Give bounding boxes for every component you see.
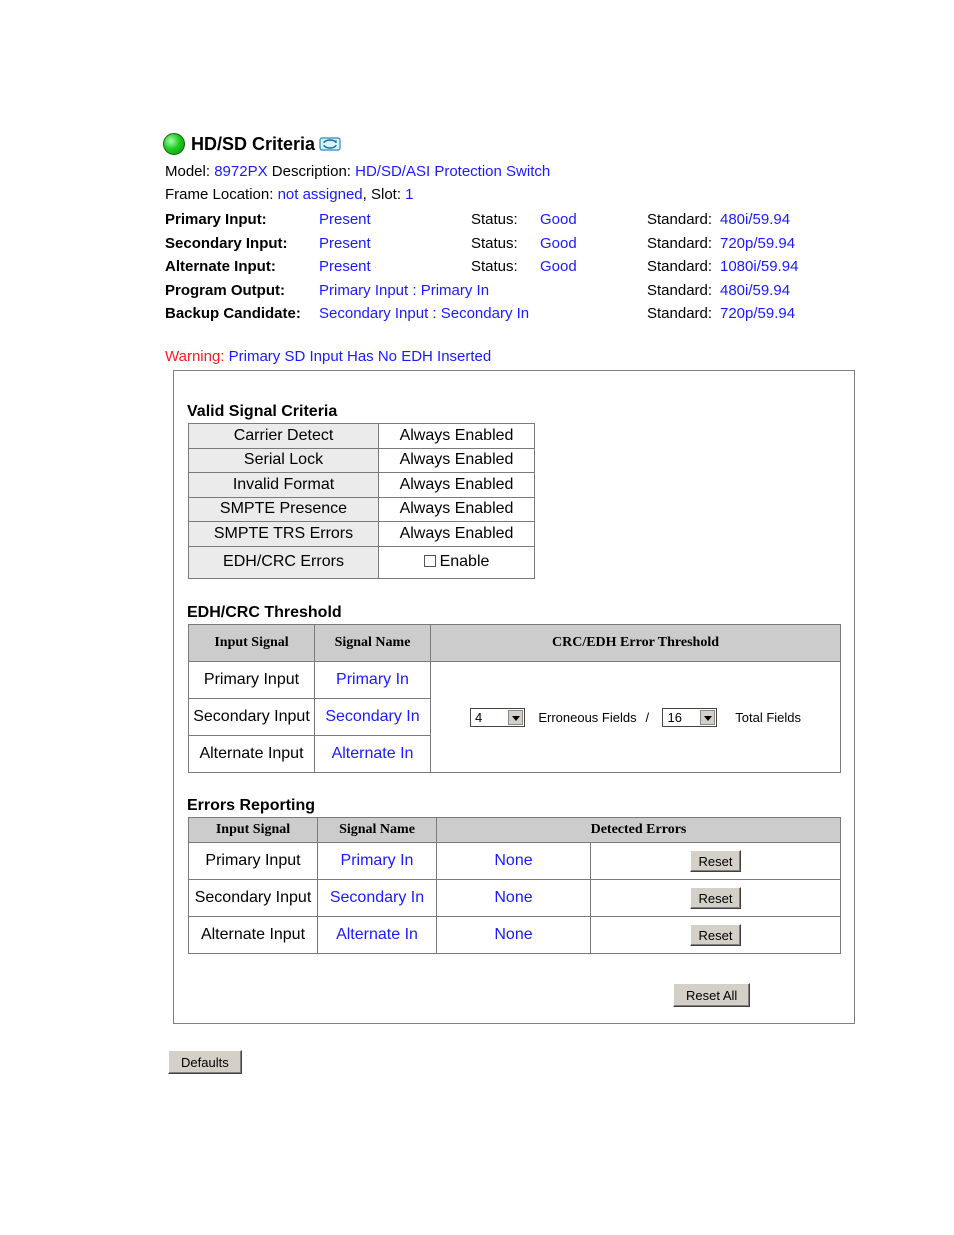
table-row [189,917,841,954]
criteria-value: Always Enabled [379,473,535,498]
reset-cell [591,917,841,954]
row-label: Primary Input: [165,211,267,228]
warning-text: Primary SD Input Has No EDH Inserted [228,348,492,365]
reset-all-button[interactable]: Reset All [673,983,750,1007]
status-value: Good [540,258,577,275]
row-label: Secondary Input: [165,234,288,252]
row-value: Present [319,211,371,228]
reset-button[interactable]: Reset [690,887,742,909]
criteria-name: SMPTE TRS Errors [189,522,379,547]
defaults-button[interactable]: Defaults [168,1050,242,1074]
criteria-name: SMPTE Presence [189,497,379,522]
row-value: Present [319,234,371,252]
standard-value: 720p/59.94 [720,305,796,322]
reset-cell [591,880,841,917]
model-line [165,162,550,182]
erroneous-fields-label: Erroneous Fields [538,709,637,725]
standard-label: Standard: [647,281,713,299]
column-header: Signal Name [318,818,437,843]
criteria-name: Serial Lock [189,448,379,473]
standard-label: Standard: [647,211,713,228]
standard-value: 1080i/59.94 [720,258,799,275]
status-label: Status: [471,258,518,275]
detected-errors-cell: None [437,917,591,954]
standard-value: 480i/59.94 [720,281,791,299]
row-value: Secondary Input : Secondary In [319,305,530,322]
table-header-row [189,818,841,843]
standard-value: 720p/59.94 [720,234,796,252]
input-signal-cell: Alternate Input [189,736,315,773]
detected-errors-cell: None [437,880,591,917]
errors-table [188,817,841,954]
table-row [189,522,535,547]
frame-location-line [165,185,414,205]
reset-cell [591,843,841,880]
column-header: Input Signal [189,625,315,662]
row-label: Backup Candidate: [165,305,301,322]
table-row [189,880,841,917]
table-row [189,473,535,498]
signal-name-cell: Primary In [318,843,437,880]
input-signal-cell: Secondary Input [189,880,318,917]
row-label: Program Output: [165,281,285,299]
slot-value: 1 [405,186,414,203]
table-row [189,546,535,578]
standard-value: 480i/59.94 [720,211,791,228]
total-fields-select[interactable]: 16 [662,708,717,727]
page-title: HD/SD Criteria [191,133,316,154]
criteria-name: EDH/CRC Errors [189,546,379,578]
table-header-row [189,625,841,662]
signal-name-cell: Secondary In [315,699,431,736]
warning-label: Warning: [165,348,225,365]
edh-crc-enable-checkbox[interactable] [424,555,436,567]
criteria-value: Always Enabled [379,424,535,449]
total-fields-label: Total Fields [735,709,801,725]
status-label: Status: [471,211,518,228]
fields-separator: / [645,709,650,725]
page-header [163,131,341,157]
chevron-down-icon [700,710,715,725]
signal-name-cell: Alternate In [318,917,437,954]
detected-errors-cell: None [437,843,591,880]
frame-location-label: Frame Location: [165,186,274,203]
row-label: Alternate Input: [165,258,276,275]
criteria-name: Carrier Detect [189,424,379,449]
status-led-icon [163,133,185,155]
valid-signal-title: Valid Signal Criteria [187,403,338,420]
signal-name-cell: Primary In [315,662,431,699]
column-header: CRC/EDH Error Threshold [431,625,841,662]
warning-message [165,346,491,368]
column-header: Detected Errors [437,818,841,843]
threshold-controls [431,662,841,773]
criteria-value: Always Enabled [379,448,535,473]
status-label: Status: [471,234,518,252]
input-signal-cell: Primary Input [189,843,318,880]
row-value: Primary Input : Primary In [319,281,490,299]
input-signal-cell: Secondary Input [189,699,315,736]
edh-crc-enable-cell [379,546,535,578]
description-label: Description: [271,163,351,180]
row-value: Present [319,258,371,275]
signal-name-cell: Secondary In [318,880,437,917]
model-value: 8972PX [214,163,268,180]
errors-title: Errors Reporting [187,797,316,814]
column-header: Signal Name [315,625,431,662]
input-signal-cell: Alternate Input [189,917,318,954]
status-value: Good [540,211,577,228]
column-header: Input Signal [189,818,318,843]
criteria-value: Always Enabled [379,522,535,547]
threshold-title: EDH/CRC Threshold [187,604,342,621]
refresh-icon[interactable] [319,137,341,151]
enable-label: Enable [439,553,490,570]
model-label: Model: [165,163,211,180]
standard-label: Standard: [647,234,713,252]
signal-name-cell: Alternate In [315,736,431,773]
valid-signal-table [188,423,535,579]
slot-label: , Slot: [362,186,401,203]
criteria-name: Invalid Format [189,473,379,498]
reset-button[interactable]: Reset [690,924,742,946]
table-row [189,424,535,449]
criteria-value: Always Enabled [379,497,535,522]
status-value: Good [540,234,577,252]
standard-label: Standard: [647,258,713,275]
table-row [189,662,841,699]
reset-button[interactable]: Reset [690,850,742,872]
standard-label: Standard: [647,305,713,322]
table-row [189,843,841,880]
input-signal-cell: Primary Input [189,662,315,699]
frame-location-value[interactable]: not assigned [277,186,363,203]
erroneous-fields-select[interactable]: 4 [470,708,525,727]
table-row [189,497,535,522]
threshold-table [188,624,841,773]
table-row [189,448,535,473]
chevron-down-icon [508,710,523,725]
description-value: HD/SD/ASI Protection Switch [355,163,551,180]
